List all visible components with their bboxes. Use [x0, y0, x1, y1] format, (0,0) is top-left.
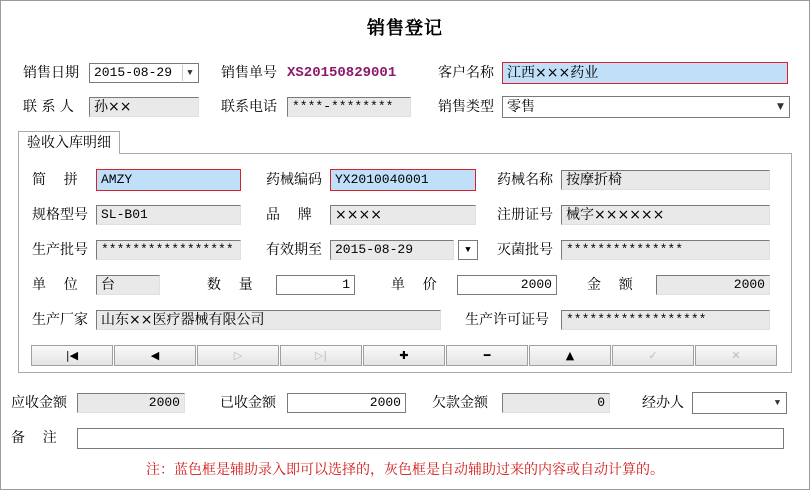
customer-name-label: 客户名称: [438, 65, 494, 81]
pinyin-input[interactable]: AMZY: [96, 169, 241, 191]
expiry-dropdown[interactable]: [458, 240, 478, 260]
registration-no-field: 械字××××××: [561, 205, 770, 225]
spec-model-label: 规格型号: [32, 207, 88, 223]
edit-record-icon: ▲: [565, 349, 575, 362]
registration-no-label: 注册证号: [497, 207, 553, 223]
customer-name-input[interactable]: 江西×××药业: [502, 62, 788, 84]
brand-label: 品 牌: [266, 207, 312, 223]
receivable-field: 2000: [77, 393, 185, 413]
phone-field: ****-********: [287, 97, 411, 117]
device-code-label: 药械编码: [266, 172, 322, 188]
manufacturer-field: 山东××医疗器械有限公司: [96, 310, 441, 330]
batch-no-field: *****************: [96, 240, 241, 260]
unit-price-label: 单 价: [391, 277, 437, 293]
tab-inspection-detail[interactable]: 验收入库明细: [18, 131, 120, 154]
contact-person-field: 孙××: [89, 97, 199, 117]
cancel-record-icon: ✕: [731, 349, 741, 362]
quantity-input[interactable]: 1: [276, 275, 355, 295]
next-record-icon: ▷: [233, 349, 243, 362]
amount-label: 金 额: [587, 277, 633, 293]
chevron-down-icon[interactable]: ▼: [465, 245, 471, 255]
add-record-button[interactable]: [363, 345, 445, 366]
first-record-icon: |◀: [65, 349, 79, 362]
remark-input[interactable]: [77, 428, 784, 449]
sterilization-batch-field: ***************: [561, 240, 770, 260]
owed-field: 0: [502, 393, 610, 413]
production-license-label: 生产许可证号: [465, 312, 549, 328]
spec-model-field: SL-B01: [96, 205, 241, 225]
first-record-button[interactable]: [31, 345, 113, 366]
device-name-field: 按摩折椅: [561, 170, 770, 190]
brand-field: ××××: [330, 205, 476, 225]
quantity-label: 数 量: [207, 277, 253, 293]
unit-label: 单 位: [32, 277, 78, 293]
pinyin-label: 简 拼: [32, 172, 78, 188]
device-code-input[interactable]: YX2010040001: [330, 169, 476, 191]
manufacturer-label: 生产厂家: [32, 312, 88, 328]
batch-no-label: 生产批号: [32, 242, 88, 258]
add-record-icon: ✚: [399, 349, 409, 362]
sale-date-picker[interactable]: [89, 63, 199, 83]
amount-field: 2000: [656, 275, 770, 295]
order-number-label: 销售单号: [221, 65, 277, 81]
sale-date-label: 销售日期: [23, 65, 79, 81]
production-license-field: ******************: [561, 310, 770, 330]
chevron-down-icon[interactable]: ▼: [182, 65, 197, 81]
owed-label: 欠款金额: [432, 395, 488, 411]
next-record-button[interactable]: [197, 345, 279, 366]
last-record-button[interactable]: [280, 345, 362, 366]
chevron-down-icon[interactable]: ▼: [773, 98, 788, 116]
prev-record-icon: ◀: [150, 349, 160, 362]
sale-type-select[interactable]: [502, 96, 790, 118]
received-label: 已收金额: [220, 395, 276, 411]
cancel-record-button[interactable]: [695, 345, 777, 366]
sterilization-batch-label: 灭菌批号: [497, 242, 553, 258]
handler-select[interactable]: [692, 392, 787, 414]
unit-price-input[interactable]: 2000: [457, 275, 557, 295]
save-record-icon: ✓: [648, 349, 658, 362]
expiry-field: 2015-08-29: [330, 240, 454, 260]
save-record-button[interactable]: [612, 345, 694, 366]
delete-record-button[interactable]: [446, 345, 528, 366]
prev-record-button[interactable]: [114, 345, 196, 366]
contact-person-label: 联 系 人: [23, 99, 74, 115]
sale-type-label: 销售类型: [438, 99, 494, 115]
handler-label: 经办人: [642, 395, 684, 411]
receivable-label: 应收金额: [11, 395, 67, 411]
hint-note: 注：蓝色框是辅助录入即可以选择的，灰色框是自动辅助过来的内容或自动计算的。: [146, 462, 664, 478]
received-input[interactable]: 2000: [287, 393, 406, 413]
sale-date-value: 2015-08-29: [94, 65, 173, 80]
delete-record-icon: ━: [483, 349, 491, 362]
remark-label: 备 注: [11, 430, 57, 446]
order-number-value: XS20150829001: [287, 65, 397, 81]
sale-type-value: 零售: [507, 99, 535, 115]
unit-field: 台: [96, 275, 160, 295]
last-record-icon: ▷|: [314, 349, 328, 362]
page-title: 销售登记: [367, 18, 443, 39]
expiry-label: 有效期至: [266, 242, 322, 258]
phone-label: 联系电话: [221, 99, 277, 115]
edit-record-button[interactable]: [529, 345, 611, 366]
chevron-down-icon[interactable]: ▼: [770, 394, 785, 412]
device-name-label: 药械名称: [497, 172, 553, 188]
